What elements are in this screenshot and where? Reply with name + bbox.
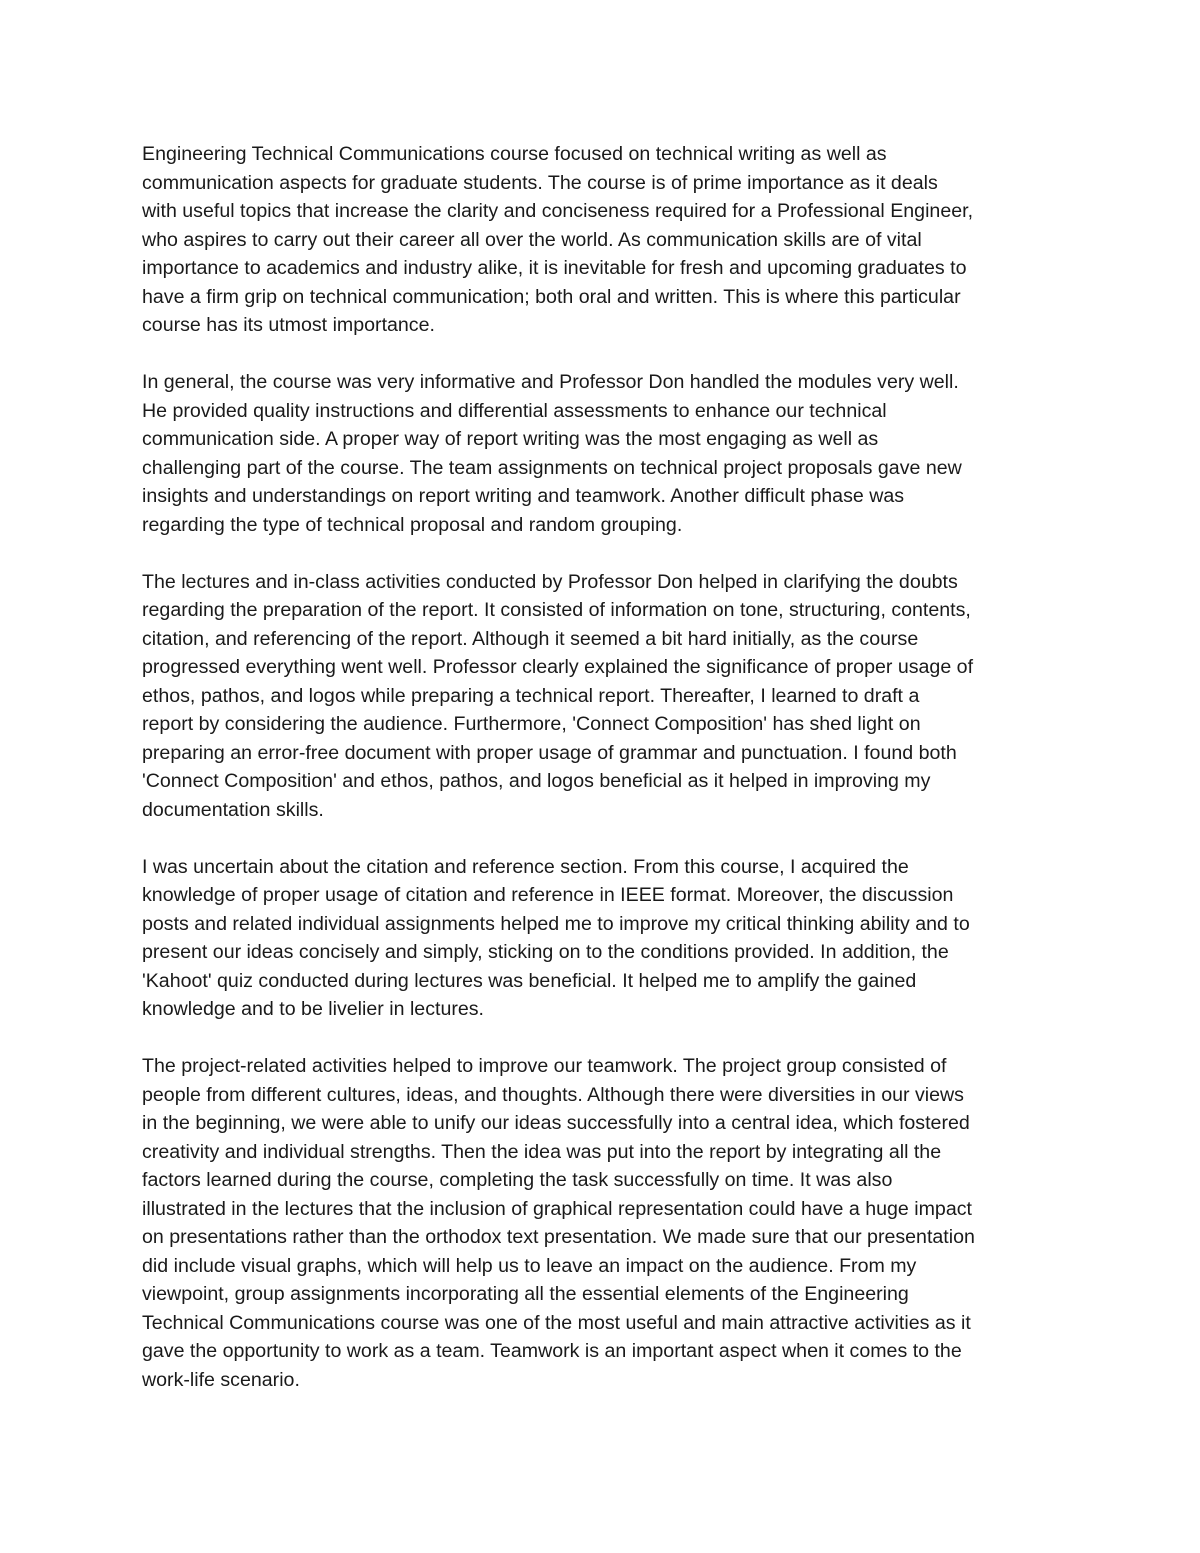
paragraph-3: The lectures and in-class activities conducted by Professor Don helped in clarifying the doubts regarding the preparation of the report. It consisted of information on tone, structuring, contents, citation, and referencing of the report. Although it seemed a bit hard initially, as the course progressed everything went well. Professor clearly explained the significance of proper usage of ethos, pathos, and logos while preparing a technical report. Thereafter, I learned to draft a report by considering the audience. Furthermore, 'Connect Composition' has shed light on preparing an error-free document with proper usage of grammar and punctuation. I found both 'Connect Composition' and ethos, pathos, and logos beneficial as it helped in improving my documentation skills. [142,570,974,821]
paragraph-5: The project-related activities helped to improve our teamwork. The project group consisted of people from different cultures, ideas, and thoughts. Although there were diversities in our views in the beginning, we were able to unify our ideas successfully into a central idea, which fostered creativity and individual strengths. Then the idea was put into the report by integrating all the factors learned during the course, completing the task successfully on time. It was also illustrated in the lectures that the inclusion of graphical representation could have a huge impact on presentations rather than the orthodox text presentation. We made sure that our presentation did include visual graphs, which will help us to leave an impact on the audience. From my viewpoint, group assignments incorporating all the essential elements of the Engineering Technical Communications course was one of the most useful and main attractive activities as it gave the opportunity to work as a team. Teamwork is an important aspect when it comes to the work-life scenario. [142,1055,975,1391]
paragraph-2: In general, the course was very informative and Professor Don handled the modules very well. He provided quality instructions and differential assessments to enhance our technical communication side. A proper way of report writing was the most engaging as well as challenging part of the course. The team assignments on technical project proposals gave new insights and understandings on report writing and teamwork. Another difficult phase was regarding the type of technical proposal and random grouping. [142,371,962,536]
document-body [142,140,1072,1423]
paragraph-4: I was uncertain about the citation and reference section. From this course, I acquired the knowledge of proper usage of citation and reference in IEEE format. Moreover, the discussion posts and related individual assignments helped me to improve my critical thinking ability and to present our ideas concisely and simply, sticking on to the conditions provided. In addition, the 'Kahoot' quiz conducted during lectures was beneficial. It helped me to amplify the gained knowledge and to be livelier in lectures. [142,855,970,1020]
paragraph-1: Engineering Technical Communications course focused on technical writing as well as communication aspects for graduate students. The course is of prime importance as it deals with useful topics that increase the clarity and conciseness required for a Professional Engineer, who aspires to carry out their career all over the world. As communication skills are of vital importance to academics and industry alike, it is inevitable for fresh and upcoming graduates to have a firm grip on technical communication; both oral and written. This is where this particular course has its utmost importance. [142,143,974,336]
